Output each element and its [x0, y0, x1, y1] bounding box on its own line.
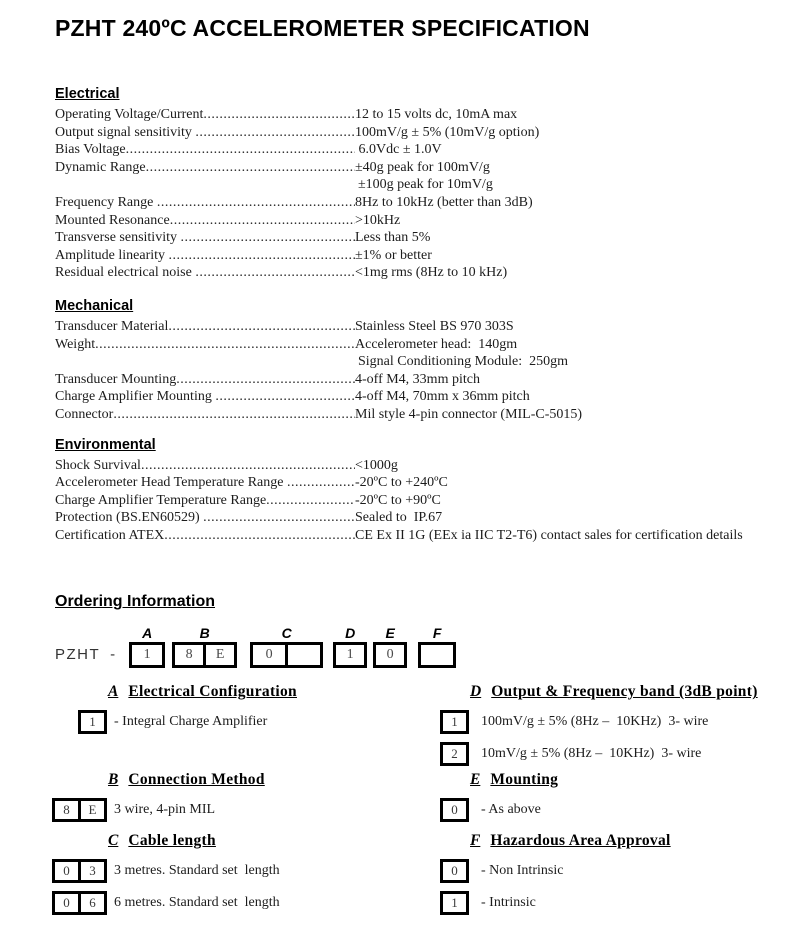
option-code-cell: 2	[440, 742, 469, 766]
spec-label: Frequency Range	[55, 194, 157, 210]
group-title: Connection Method	[128, 771, 265, 789]
spec-row	[55, 388, 804, 406]
dotted-leader	[195, 124, 355, 142]
dotted-leader	[168, 318, 355, 336]
ordering-heading: Ordering Information	[55, 593, 215, 611]
group-letter: D	[470, 683, 482, 701]
group-title: Hazardous Area Approval	[490, 832, 671, 850]
order-code-cell: 0	[373, 642, 407, 668]
option-row	[440, 742, 804, 766]
group-letter: A	[108, 683, 119, 701]
spec-label: Accelerometer Head Temperature Range	[55, 475, 287, 491]
order-slot-a	[129, 625, 165, 668]
option-code-cell: 3	[78, 859, 107, 883]
group-d-output-frequency-band	[440, 682, 804, 770]
spec-label: Connector	[55, 406, 114, 422]
group-title: Electrical Configuration	[128, 683, 297, 701]
section-electrical	[55, 86, 804, 282]
dotted-leader	[141, 457, 355, 475]
dotted-leader	[146, 159, 355, 177]
spec-row	[55, 159, 804, 177]
spec-row	[55, 141, 804, 159]
spec-row	[55, 194, 804, 212]
dotted-leader	[195, 264, 355, 282]
spec-value: <1mg rms (8Hz to 10 kHz)	[355, 265, 508, 281]
group-letter: B	[108, 771, 119, 789]
group-heading	[440, 770, 804, 789]
option-text: - As above	[481, 802, 541, 818]
spec-row	[55, 229, 804, 247]
dotted-leader	[266, 492, 355, 510]
spec-value: >10kHz	[355, 212, 401, 228]
dotted-leader	[113, 406, 355, 424]
option-code-cell: 1	[78, 710, 107, 734]
group-heading	[50, 682, 440, 701]
spec-value: 12 to 15 volts dc, 10mA max	[355, 107, 518, 122]
spec-label: Protection (BS.EN60529)	[55, 510, 204, 526]
group-c-cable-length	[50, 831, 440, 923]
option-row	[440, 710, 804, 734]
spec-value: CE Ex II 1G (EEx ia IIC T2-T6) contact sales for certification details	[355, 527, 743, 543]
spec-value: Stainless Steel BS 970 303S	[355, 318, 514, 334]
option-text: 100mV/g ± 5% (8Hz – 10KHz) 3- wire	[481, 714, 709, 730]
spec-label: Bias Voltage	[55, 142, 126, 158]
order-code-cell	[418, 642, 456, 668]
option-code-cell: E	[78, 798, 107, 822]
group-title: Mounting	[490, 771, 559, 789]
spec-row	[55, 264, 804, 282]
order-slot-label: E	[385, 625, 395, 642]
order-code-box	[373, 642, 407, 668]
section-environmental	[55, 437, 804, 545]
spec-row	[55, 106, 804, 124]
option-code-cell: 1	[440, 891, 469, 915]
order-code-cell	[285, 642, 323, 668]
dotted-leader	[95, 336, 355, 354]
spec-value: 4-off M4, 70mm x 36mm pitch	[355, 389, 530, 405]
group-b-connection-method	[50, 770, 440, 831]
order-code-box	[333, 642, 367, 668]
spec-row	[55, 492, 804, 510]
dotted-leader	[203, 106, 355, 124]
order-code-cell: 8	[172, 642, 206, 668]
order-code-cell: 1	[129, 642, 165, 668]
group-heading	[50, 831, 440, 850]
spec-label: Charge Amplifier Temperature Range	[55, 492, 267, 508]
spec-row	[55, 124, 804, 142]
page-title: PZHT 240ºC ACCELEROMETER SPECIFICATION	[55, 15, 590, 41]
spec-label: Transducer Material	[55, 318, 169, 334]
option-text: - Intrinsic	[481, 895, 536, 911]
section-heading: Electrical	[55, 86, 120, 102]
dotted-leader	[203, 509, 355, 527]
spec-label: Mounted Resonance	[55, 212, 170, 228]
spec-label: Residual electrical noise	[55, 265, 196, 281]
option-row	[50, 798, 440, 822]
option-text: - Integral Charge Amplifier	[114, 714, 268, 730]
spec-value: -20ºC to +240ºC	[355, 475, 448, 491]
option-row	[50, 859, 440, 883]
spec-label: Weight	[55, 336, 96, 352]
order-code-box	[418, 642, 456, 668]
option-code-cell: 8	[52, 798, 81, 822]
spec-label: Shock Survival	[55, 457, 141, 473]
spec-row	[55, 318, 804, 336]
spec-label: Transducer Mounting	[55, 371, 177, 387]
section-mechanical	[55, 298, 804, 424]
order-slot-b	[172, 625, 237, 668]
order-slot-d	[333, 625, 367, 668]
option-row	[440, 798, 804, 822]
spec-row	[55, 457, 804, 475]
spec-label: Certification ATEX	[55, 527, 165, 543]
spec-value: Accelerometer head: 140gm	[355, 336, 518, 352]
order-code-box	[172, 642, 237, 668]
order-slot-label: B	[199, 625, 210, 642]
option-code-cell: 1	[440, 710, 469, 734]
model-prefix: PZHT	[55, 646, 101, 664]
group-title: Cable length	[128, 832, 216, 850]
spec-value: -20ºC to +90ºC	[355, 492, 441, 508]
option-code-cell: 0	[440, 859, 469, 883]
order-code-cell: 0	[250, 642, 288, 668]
order-code-box	[250, 642, 323, 668]
order-slot-label: D	[345, 625, 356, 642]
spec-label: Amplitude linearity	[55, 247, 169, 263]
spec-value: 6.0Vdc ± 1.0V	[355, 142, 442, 158]
spec-value: Signal Conditioning Module: 250gm	[358, 354, 569, 370]
spec-row	[55, 406, 804, 424]
spec-row-continuation	[55, 353, 804, 371]
spec-value: Less than 5%	[355, 230, 431, 246]
spec-row	[55, 336, 804, 354]
spec-label: Charge Amplifier Mounting	[55, 389, 216, 405]
group-heading	[440, 682, 804, 701]
group-f-hazardous-area-approval	[440, 831, 804, 923]
option-row	[50, 891, 440, 915]
spec-row	[55, 371, 804, 389]
option-code-cell: 6	[78, 891, 107, 915]
spec-row-continuation	[55, 176, 804, 194]
dotted-leader	[215, 388, 355, 406]
spec-row	[55, 247, 804, 265]
dotted-leader	[180, 229, 355, 247]
spec-label: Dynamic Range	[55, 159, 146, 175]
group-letter: F	[470, 832, 481, 850]
order-slot-label: F	[432, 625, 442, 642]
dotted-leader	[170, 212, 355, 230]
spec-row	[55, 509, 804, 527]
order-slot-label: C	[281, 625, 292, 642]
dotted-leader	[169, 247, 355, 265]
spec-value: <1000g	[355, 457, 398, 473]
group-e-mounting	[440, 770, 804, 831]
option-row	[440, 891, 804, 915]
dotted-leader	[164, 527, 355, 545]
model-separator: -	[110, 646, 116, 664]
group-heading	[440, 831, 804, 850]
option-text: 10mV/g ± 5% (8Hz – 10KHz) 3- wire	[481, 746, 702, 762]
group-letter: C	[108, 832, 119, 850]
spec-row	[55, 527, 804, 545]
order-slot-c	[250, 625, 323, 668]
spec-value: ±40g peak for 100mV/g	[355, 159, 490, 175]
dotted-leader	[126, 141, 355, 159]
spec-value: 8Hz to 10kHz (better than 3dB)	[355, 194, 533, 210]
spec-row	[55, 212, 804, 230]
spec-value: 4-off M4, 33mm pitch	[355, 371, 480, 387]
dotted-leader	[176, 371, 355, 389]
order-code-row	[55, 625, 804, 668]
group-letter: E	[470, 771, 481, 789]
order-slot-e	[373, 625, 407, 668]
group-a-electrical-configuration	[50, 682, 440, 770]
spec-value: Mil style 4-pin connector (MIL-C-5015)	[355, 406, 583, 422]
dotted-leader	[287, 474, 355, 492]
option-text: - Non Intrinsic	[481, 863, 564, 879]
ordering-groups-grid	[50, 682, 804, 923]
option-text: 3 wire, 4-pin MIL	[114, 802, 216, 818]
spec-label: Transverse sensitivity	[55, 230, 181, 246]
section-heading: Mechanical	[55, 297, 134, 314]
option-row	[50, 710, 440, 734]
spec-label: Output signal sensitivity	[55, 124, 196, 140]
dotted-leader	[157, 194, 355, 212]
spec-value: ±100g peak for 10mV/g	[358, 177, 493, 193]
section-heading: Environmental	[55, 436, 156, 453]
spec-value: 100mV/g ± 5% (10mV/g option)	[355, 124, 540, 140]
order-code-cell: 1	[333, 642, 367, 668]
option-code-cell: 0	[440, 798, 469, 822]
spec-label: Operating Voltage/Current	[55, 107, 204, 122]
order-slot-f	[418, 625, 456, 668]
spec-value: Sealed to IP.67	[355, 510, 443, 526]
option-text: 3 metres. Standard set length	[114, 863, 280, 879]
spec-value: ±1% or better	[355, 247, 432, 263]
option-code-cell: 0	[52, 891, 81, 915]
group-title: Output & Frequency band (3dB point)	[491, 683, 758, 701]
option-code-cell: 0	[52, 859, 81, 883]
order-slot-label: A	[142, 625, 153, 642]
option-row	[440, 859, 804, 883]
spec-row	[55, 474, 804, 492]
order-code-box	[129, 642, 165, 668]
group-heading	[50, 770, 440, 789]
order-code-cell: E	[203, 642, 237, 668]
option-text: 6 metres. Standard set length	[114, 895, 280, 911]
